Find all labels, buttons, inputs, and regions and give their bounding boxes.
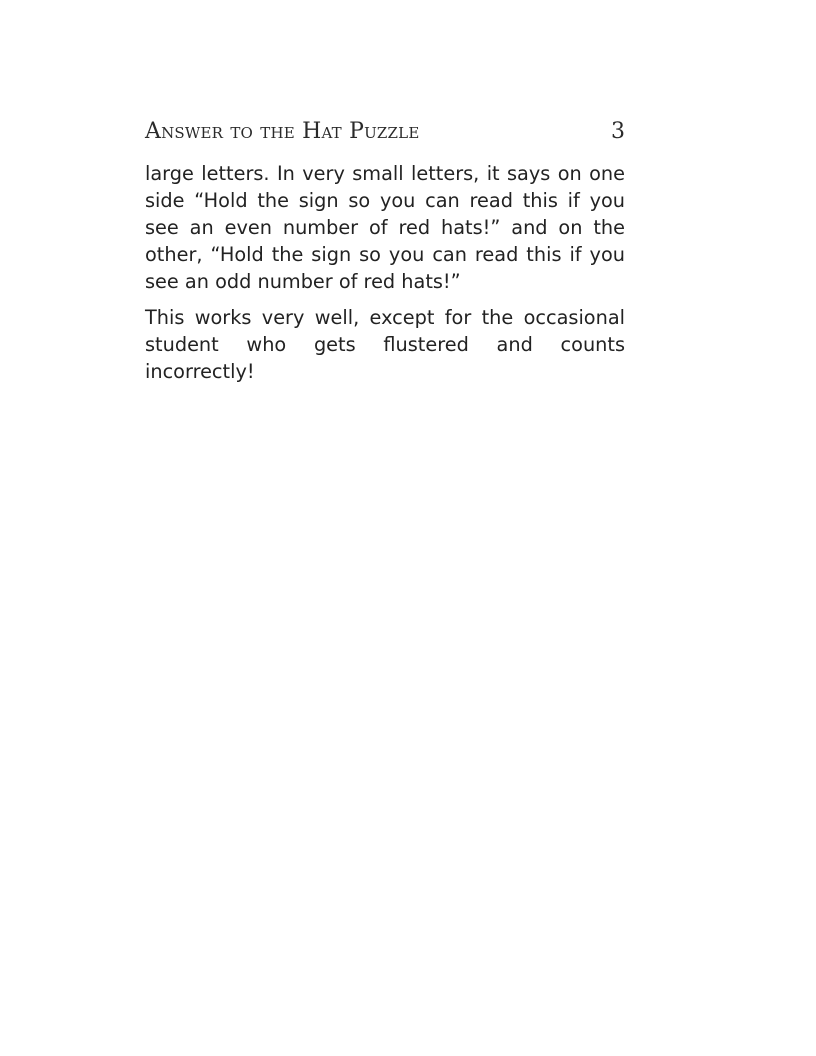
- paragraph-continued: large letters. In very small letters, it says on one side “Hold the sign so you can read this if you see an even number of red hats!” and on the other, “Hold the sign so you can read this if you see an odd number of red hats!”: [145, 162, 625, 293]
- running-title: Answer to the Hat Puzzle: [145, 119, 420, 144]
- running-header: [145, 119, 625, 149]
- body-text: [145, 160, 625, 385]
- paragraph-closing: This works very well, except for the occasional student who gets flustered and counts incorrectly!: [145, 306, 625, 383]
- page-number: 3: [611, 119, 625, 144]
